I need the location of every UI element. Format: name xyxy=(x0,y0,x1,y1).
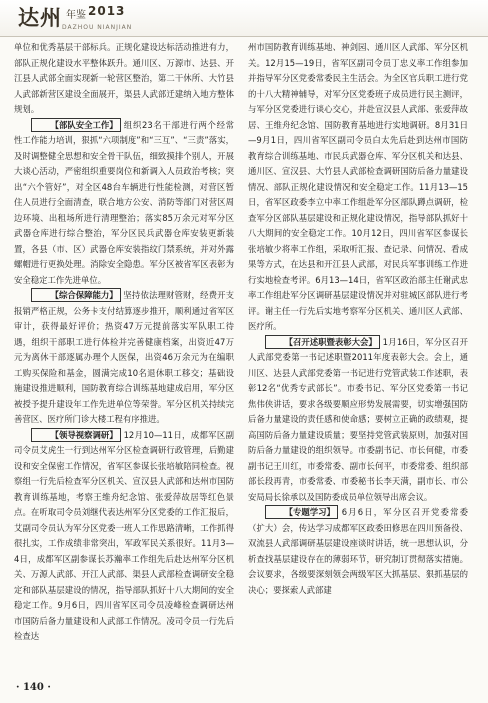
paragraph-inspection: 【领导视察调研】 12月10—11日，成都军区副司令员艾虎生一行到达州军分区检查调研行政管理，后勤建设和安全保密工作情况，省军区参谋长张培敏陪同检查。视察组一行先后检查军分区机关、宣汉县人武部和达州市国防教育训练基地，考察王维舟纪念馆、张爱萍故居等红色景点。在听取司令员刘继代表达州军分区党委的工作汇报后，艾副司令员认为军分区党委一班人工作思路清晰，工作抓得很扎实，工作成绩非常突出，军政军民关系很好。11月3—4日，成都军区副参谋长苏瀚率工作组先后赴达州军分区机关、万源人武部、开江人武部、渠县人武部检查调研安全稳定和部队基层建设的情况，指导部队抓好十八大期间的安全稳定工作。9月6日，四川省军区司令员凌峰检查调研达州市国防后备力量建设和人武部工作情况。凌司令员一行先后检查达 xyxy=(14,429,234,641)
section-heading: 【领导视察调研】 xyxy=(31,428,121,442)
page-header xyxy=(0,0,488,37)
page-number: · 140 · xyxy=(16,682,51,693)
yearbook-english-name: DAZHOU NIANJIAN xyxy=(62,24,133,31)
paragraph: 州市国防教育训练基地、神剑园、通川区人武部、军分区机关。12月15—19日，省军区副司令员丁忠义率工作组参加并指导军分区党委常委民主生活会。为全区官兵职工进行党的十八大精神辅导，对军分区党委班子成员进行民主测评，与军分区党委进行谈心交心，并赴宣汉县人武部、张爱萍故居、王维舟纪念馆、国防教育基地进行实地调研。8月31日—9月1日，四川省军区副司令员白太先后赴到达州市国防教育综合训练基地、市民兵武器仓库、军分区机关和达县、通川区、宣汉县、大竹县人武部检查调研国防后备力量建设情况、部队正规化建设情况和安全稳定工作。11月13—15日，省军区政委李立中率工作组赴军分区部队蹲点调研，检查军分区部队基层建设和正规化建设情况，指导部队抓好十八大期间的安全稳定工作。10月12日，四川省军区参谋长张培敏少将率工作组，采取听汇报、查记录、问情况、看成果等方式，在达县和开江县人武部，对民兵军事训练工作进行实地检查考评。6月13—14日，省军区政治部主任谢武忠率工作组赴军分区调研基层建设情况并对驻城区部队进行考评。谢主任一行先后实地考察军分区机关、通川区人武部、医疗所。 xyxy=(248,42,468,331)
section-heading: 【综合保障能力】 xyxy=(31,288,121,302)
paragraph: 单位和优秀基层干部标兵。正规化建设达标活动推进有力，部队正规化建设水平整体跃升。通川区、万源市、达县、开江县人武部全面实现新一轮营区整治，第二干休所、大竹县人武部新营区建设全面展开，渠县人武部迁建纳入地方整体规划。 xyxy=(14,42,234,114)
paragraph-security: 【部队安全工作】 组织23名干部进行两个经常性工作能力培训，狠抓“六项制度”和“三互”、“三责”落实，及时调整健全思想和安全骨干队伍，细致摸排个别人，开展大谈心活动，严密组织重要岗位和新调入人员政治考核；突出“六个管好”，对全区48台车辆进行性能检测，对营区暂住人员进行全面清查，联合地方公安、消防等部门对营区周边环境、出租场所进行清理整治；落实85万余元对军分区武器仓库进行综合整治，军分区民兵武器仓库安装更新装置，各县（市、区）武器仓库安装指纹门禁系统，并对外露螺帽进行更换处理。消除安全隐患。军分区被省军区表彰为安全稳定工作先进单位。 xyxy=(14,119,234,285)
paragraph-study: 【专题学习】 6月6日，军分区召开党委常委（扩大）会，传达学习成都军区政委田修思在四川预备役、双流县人武部调研基层建设座谈时讲话，统一思想认识，分析查找基层建设存在的薄弱环节，研究制订贯彻落实措施。会议要求，各级要深刻领会两级军区大抓基层、狠抓基层的决心；要探索人武部建 xyxy=(248,507,469,595)
paragraph-support: 【综合保障能力】 坚持依法理财管财，经费开支报销严格正规，公务卡支付结算逐步推开，顺利通过省军区审计，获得最好评价；热资47万元提前落实军队职工待遇，组织干部职工进行体检并完善健康档案，出资近47万元为离休干部逐属办理个人医保，出资46万余元为在编职工购买保险和基金，圆满完成10名退休职工移交；基础设施建设推进顺利，国防教育综合训练基地建成启用，军分区被授予提升建设年工作先进单位等荣誉。军分区机关持续完善营区、医疗所门诊大楼工程有序推进。 xyxy=(14,290,234,424)
section-heading: 【专题学习】 xyxy=(265,505,338,519)
yearbook-label: 年鉴 xyxy=(66,10,86,21)
right-column xyxy=(248,40,468,598)
left-column xyxy=(14,40,234,645)
paragraph-commendation: 【召开述职暨表彰大会】 1月16日，军分区召开人武部党委第一书记述职暨2011年度表彰大会。会上，通川区、达县人武部党委第一书记进行党管武装工作述职，表彰12名“优秀专武部长”。市委书记、军分区党委第一书记焦伟侠讲话，要求各级要顺应形势发展需要，切实增强国防后备力量建设的责任感和使命感；要树立正确的政绩观，提高国防后备力量建设质量；要坚持党管武装原则，加强对国防后备力量建设的组织领导。市委副书记、市长何健，市委副书记王川红，市委常委、副市长何平，市委常委、组织部部长段再青，市委常委、市委秘书长李天满，副市长、市公安局局长徐承以及国防委成员单位领导出席会议。 xyxy=(248,336,468,502)
section-heading: 【部队安全工作】 xyxy=(31,118,121,132)
section-heading: 【召开述职暨表彰大会】 xyxy=(265,335,380,349)
yearbook-year: 2013 xyxy=(88,4,126,18)
yearbook-logo: 达州 xyxy=(18,5,62,30)
